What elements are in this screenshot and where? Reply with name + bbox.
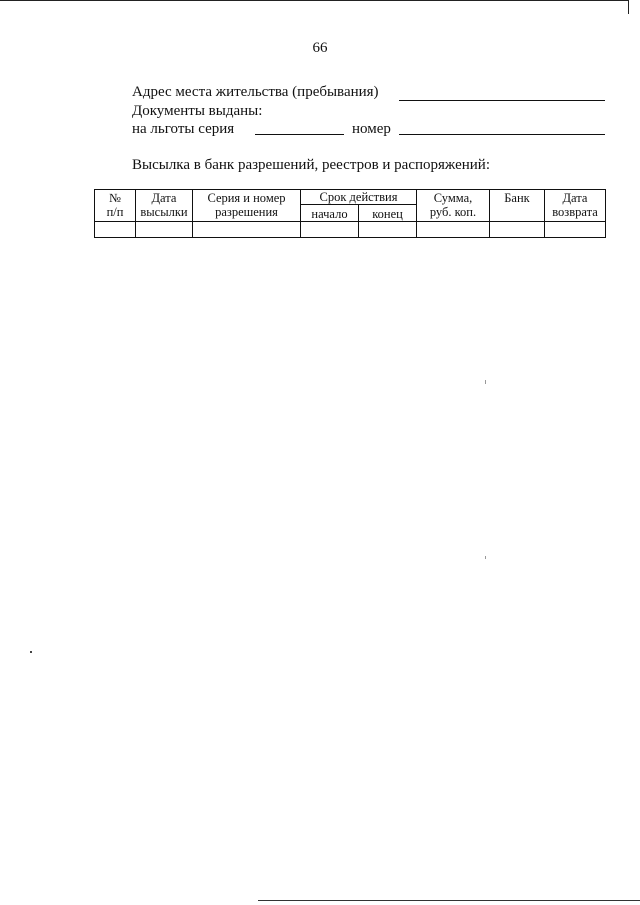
table-cell <box>359 222 417 238</box>
scan-edge-top <box>0 0 628 1</box>
scan-speck <box>485 556 486 559</box>
header-return-date-line2: возврата <box>552 205 598 219</box>
header-sum-line2: руб. коп. <box>429 205 477 219</box>
table-cell <box>193 222 301 238</box>
header-permit-line1: Серия и номер <box>207 191 286 205</box>
scan-edge-right <box>628 0 629 14</box>
dispatch-table <box>94 189 606 238</box>
documents-label: Документы выданы: <box>132 103 263 119</box>
header-dispatch-date-line2: высылки <box>140 205 188 219</box>
table-cell <box>136 222 193 238</box>
header-return-date <box>545 190 606 222</box>
address-fill-line <box>399 100 605 101</box>
dispatch-heading: Высылка в банк разрешений, реестров и распоряжений: <box>132 157 491 173</box>
benefits-series-label: на льготы серия <box>132 121 235 137</box>
header-num-line2: п/п <box>106 205 124 219</box>
series-fill-line <box>255 134 344 135</box>
scan-edge-bottom <box>258 900 640 901</box>
table-cell <box>490 222 545 238</box>
header-sum <box>417 190 490 222</box>
header-bank: Банк <box>490 190 545 222</box>
scan-speck <box>30 651 32 653</box>
table-row <box>95 222 606 238</box>
header-num <box>95 190 136 222</box>
number-fill-line <box>399 134 605 135</box>
header-sum-line1: Сумма, <box>433 191 473 205</box>
scan-speck <box>485 380 486 384</box>
header-num-line1: № <box>109 191 121 205</box>
header-permit-line2: разрешения <box>215 205 278 219</box>
header-return-date-line1: Дата <box>562 191 588 205</box>
page-number: 66 <box>312 40 328 56</box>
header-validity-start: начало <box>301 205 359 222</box>
header-permit <box>193 190 301 222</box>
table-header-row <box>95 190 606 205</box>
table-cell <box>301 222 359 238</box>
header-dispatch-date <box>136 190 193 222</box>
table-cell <box>417 222 490 238</box>
header-validity-end: конец <box>359 205 417 222</box>
table-cell <box>545 222 606 238</box>
header-dispatch-date-line1: Дата <box>151 191 177 205</box>
table-cell <box>95 222 136 238</box>
header-validity: Срок действия <box>301 190 417 205</box>
address-label: Адрес места жительства (пребывания) <box>132 84 379 100</box>
number-label: номер <box>352 121 391 137</box>
